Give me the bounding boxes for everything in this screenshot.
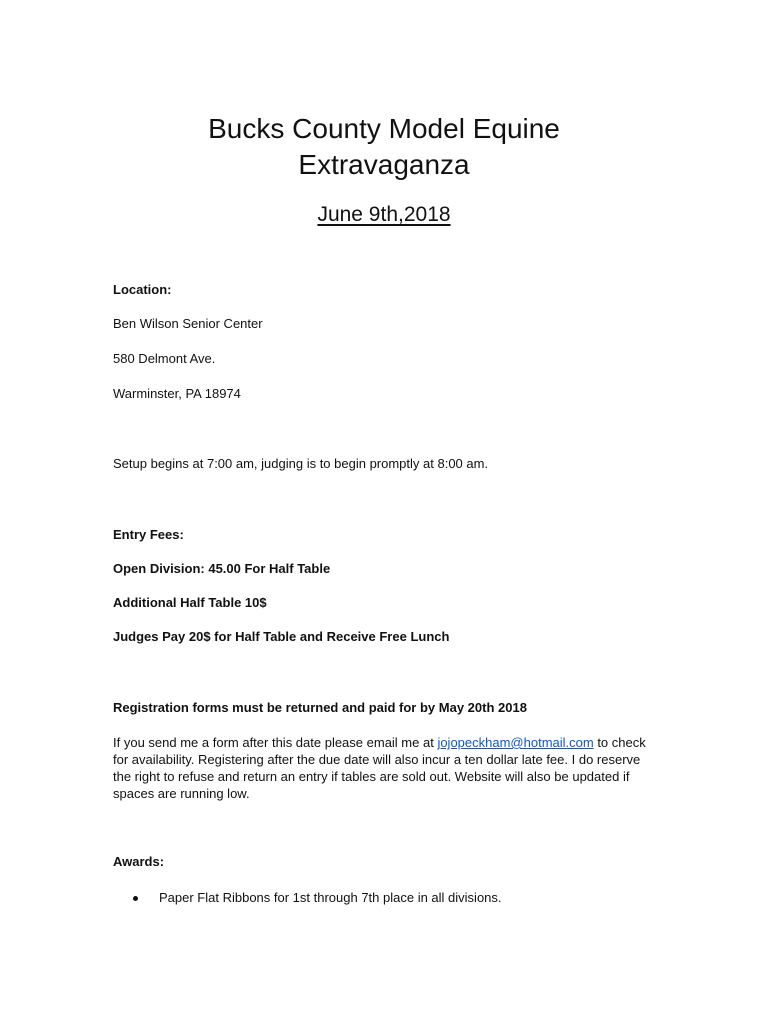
registration-text-end: to check for availability. Registering after the due date will also incur a ten dollar late fee. I do reserve the right to refuse and return an entry if tables are sold out. Website will also be updated if spaces are running low. bbox=[113, 735, 646, 801]
location-heading: Location: bbox=[113, 282, 172, 297]
title-line-1: Bucks County Model Equine bbox=[208, 113, 560, 144]
registration-text-start: If you send me a form after this date please email me at bbox=[113, 735, 438, 750]
awards-list-item bbox=[133, 889, 502, 907]
additional-table-fee: Additional Half Table 10$ bbox=[113, 595, 267, 610]
open-division-fee: Open Division: 45.00 For Half Table bbox=[113, 561, 331, 576]
bullet-icon bbox=[133, 896, 138, 901]
judges-fee: Judges Pay 20$ for Half Table and Receive Free Lunch bbox=[113, 629, 450, 644]
title-line-2: Extravaganza bbox=[298, 149, 470, 180]
venue-city: Warminster, PA 18974 bbox=[113, 386, 241, 401]
email-link[interactable]: jojopeckham@hotmail.com bbox=[437, 735, 594, 750]
schedule-text: Setup begins at 7:00 am, judging is to begin promptly at 8:00 am. bbox=[113, 456, 489, 471]
venue-name: Ben Wilson Senior Center bbox=[113, 316, 263, 331]
event-date: June 9th,2018 bbox=[317, 203, 451, 226]
registration-paragraph bbox=[113, 734, 658, 802]
registration-deadline: Registration forms must be returned and paid for by May 20th 2018 bbox=[113, 700, 527, 715]
award-text: Paper Flat Ribbons for 1st through 7th place in all divisions. bbox=[159, 890, 502, 905]
entry-fees-heading: Entry Fees: bbox=[113, 527, 184, 542]
venue-street: 580 Delmont Ave. bbox=[113, 351, 216, 366]
awards-heading: Awards: bbox=[113, 854, 165, 869]
document-title bbox=[0, 111, 768, 183]
